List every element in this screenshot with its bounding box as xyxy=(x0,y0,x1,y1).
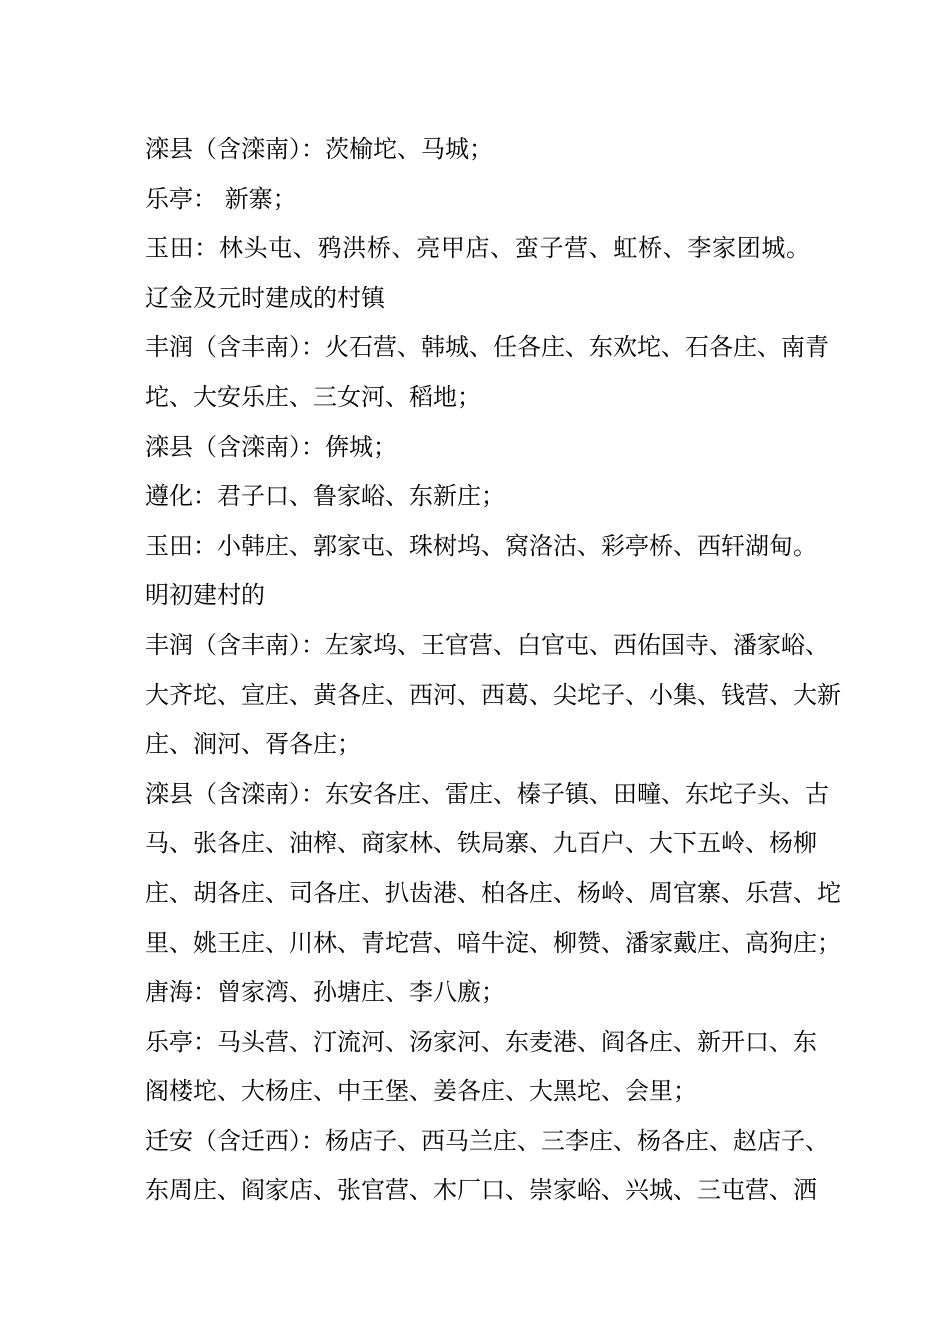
text-line: 丰润（含丰南）：火石营、韩城、任各庄、东欢坨、石各庄、南青 xyxy=(145,333,829,362)
text-line: 丰润（含丰南）：左家坞、王官营、白官屯、西佑国寺、潘家峪、 xyxy=(145,630,829,659)
text-line: 迁安（含迁西）：杨店子、西马兰庄、三李庄、杨各庄、赵店子、 xyxy=(145,1126,829,1155)
text-line: 里、姚王庄、川林、青坨营、喑牛淀、柳赞、潘家戴庄、高狗庄； xyxy=(145,928,841,957)
document-body xyxy=(145,125,841,1216)
text-line: 东周庄、阎家店、张官营、木厂口、崇家峪、兴城、三屯营、洒 xyxy=(145,1176,817,1205)
text-line: 辽金及元时建成的村镇 xyxy=(145,283,385,312)
text-line: 滦县（含滦南）：东安各庄、雷庄、榛子镇、田疃、东坨子头、古 xyxy=(145,779,829,808)
text-line: 大齐坨、宣庄、黄各庄、西河、西葛、尖坨子、小集、钱营、大新 xyxy=(145,680,841,709)
text-line: 庄、涧河、胥各庄； xyxy=(145,730,361,759)
text-line: 遵化：君子口、鲁家峪、东新庄； xyxy=(145,482,505,511)
text-line: 阁楼坨、大杨庄、中王堡、姜各庄、大黑坨、会里； xyxy=(145,1077,697,1106)
text-line: 滦县（含滦南）：倴城； xyxy=(145,432,397,461)
text-line: 玉田：小韩庄、郭家屯、珠树坞、窝洛沽、彩亭桥、西轩湖甸。 xyxy=(145,531,817,560)
text-line: 滦县（含滦南）：茨榆坨、马城； xyxy=(145,135,493,163)
text-line: 坨、大安乐庄、三女河、稻地； xyxy=(145,382,481,411)
text-line: 庄、胡各庄、司各庄、扒齿港、柏各庄、杨岭、周官寨、乐营、坨 xyxy=(145,878,841,907)
text-line: 乐亭：马头营、汀流河、汤家河、东麦港、阎各庄、新开口、东 xyxy=(145,1027,817,1056)
text-line: 马、张各庄、油榨、商家林、铁局寨、九百户、大下五岭、杨柳 xyxy=(145,829,817,858)
text-line: 玉田：林头屯、鸦洪桥、亮甲店、蛮子营、虹桥、李家团城。 xyxy=(145,234,810,263)
text-line: 明初建村的 xyxy=(145,581,265,610)
text-line: 唐海：曾家湾、孙塘庄、李八廒； xyxy=(145,978,505,1007)
text-line: 乐亭： 新寨； xyxy=(145,184,297,213)
